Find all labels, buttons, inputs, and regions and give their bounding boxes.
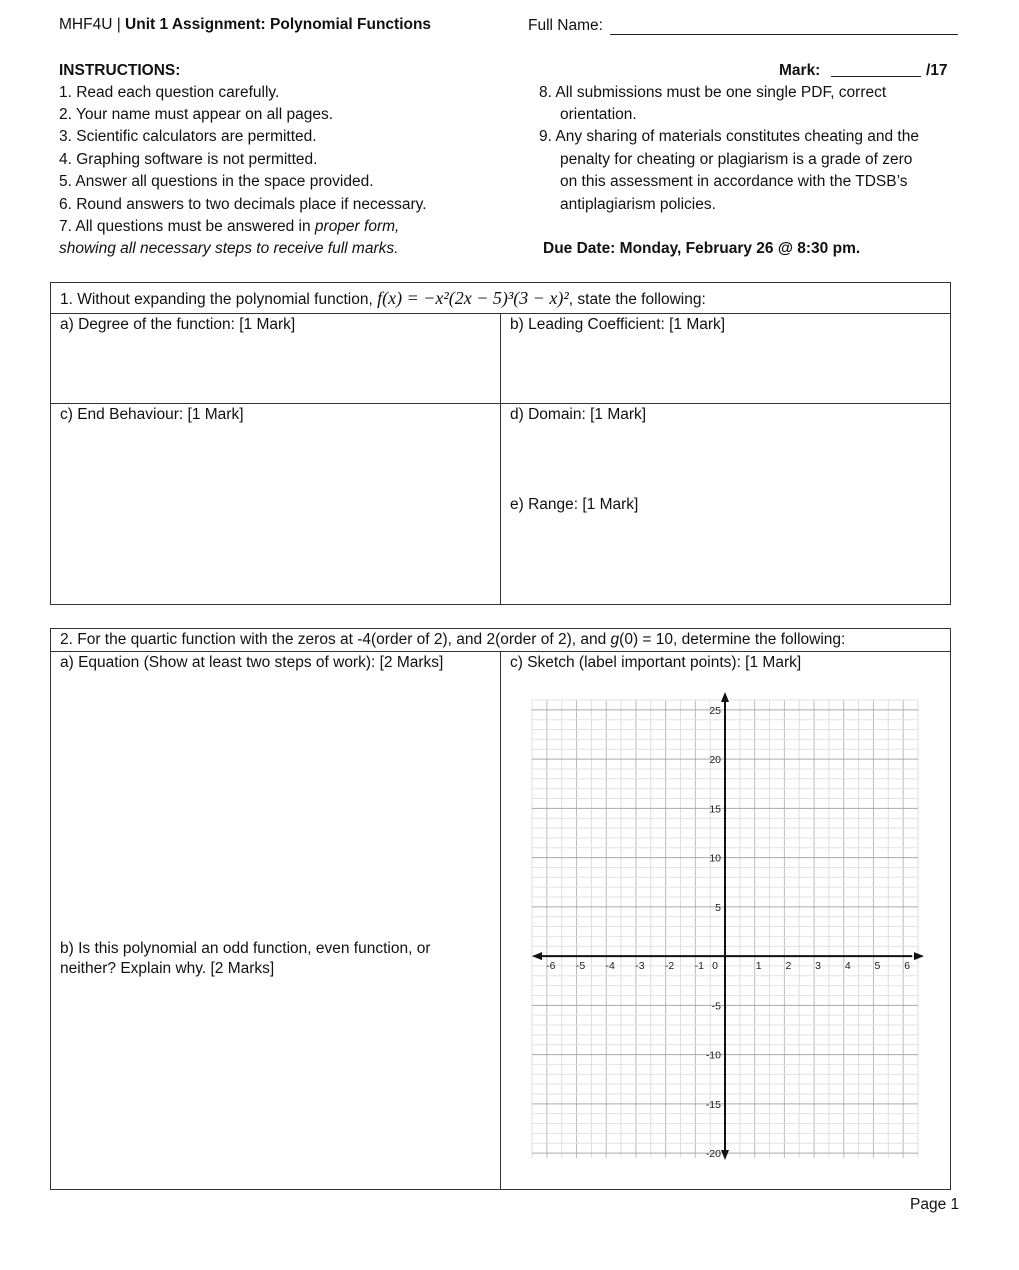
q1b-label: b) Leading Coefficient: [1 Mark]: [510, 316, 726, 333]
q2c-label: c) Sketch (label important points): [1 Mark]: [510, 654, 802, 671]
instruction-9-line4: antiplagiarism policies.: [560, 196, 716, 213]
header-separator: |: [116, 16, 121, 33]
instruction-4: 4. Graphing software is not permitted.: [59, 151, 318, 168]
question-1-table: [50, 282, 951, 605]
instruction-6: 6. Round answers to two decimals place if necessary.: [59, 196, 427, 213]
instruction-2: 2. Your name must appear on all pages.: [59, 106, 334, 123]
course-code: MHF4U: [59, 16, 113, 33]
q2ab-cell[interactable]: [51, 652, 501, 1190]
instruction-7-text: 7. All questions must be answered in: [59, 218, 315, 235]
instruction-9-line3: on this assessment in accordance with the TDSB’s: [560, 173, 908, 190]
question-1-prompt: [51, 283, 951, 314]
due-date: Due Date: Monday, February 26 @ 8:30 pm.: [543, 240, 861, 257]
q1d-label: d) Domain: [1 Mark]: [510, 406, 647, 423]
instruction-8: 8. All submissions must be one single PDF, correct: [539, 84, 887, 101]
q1e-label: e) Range: [1 Mark]: [510, 496, 639, 513]
x-tick-label: -4: [605, 960, 615, 973]
question-2-prompt: [51, 629, 951, 652]
q1a-cell[interactable]: [51, 314, 501, 404]
y-tick-label: 15: [709, 803, 721, 816]
instruction-3: 3. Scientific calculators are permitted.: [59, 128, 317, 145]
q1-formula: f(x) = −x²(2x − 5)³(3 − x)²: [377, 287, 569, 308]
y-axis-arrow-up: [721, 692, 729, 702]
x-axis-arrow-left: [532, 952, 542, 960]
q1de-cell[interactable]: [501, 404, 951, 605]
y-tick-label: -15: [705, 1098, 721, 1111]
full-name-label: Full Name:: [528, 17, 603, 34]
instruction-7: [59, 218, 399, 236]
y-tick-label: 25: [709, 704, 721, 717]
q1c-cell[interactable]: [51, 404, 501, 605]
x-tick-label: -6: [546, 960, 556, 973]
instruction-7-line2: showing all necessary steps to receive full marks.: [59, 240, 399, 257]
q2-prompt-start: 2. For the quartic function with the zeros at -4(order of 2), and 2(order of 2), and: [60, 631, 611, 648]
q1c-label: c) End Behaviour: [1 Mark]: [60, 406, 244, 423]
mark-label: Mark:: [779, 62, 821, 79]
x-tick-label: -3: [635, 960, 645, 973]
y-axis-arrow-down: [721, 1150, 729, 1160]
x-tick-label: 5: [874, 960, 881, 973]
mark-total: /17: [926, 62, 948, 79]
instruction-1: 1. Read each question carefully.: [59, 84, 280, 101]
x-tick-label: -2: [664, 960, 675, 973]
y-tick-label: 10: [709, 852, 721, 865]
coordinate-grid[interactable]: [528, 688, 928, 1168]
q2-prompt-end: (0) = 10, determine the following:: [619, 631, 846, 648]
header-course: [59, 16, 431, 34]
y-tick-label: 5: [715, 901, 721, 914]
page-number: Page 1: [910, 1196, 960, 1213]
q1-prompt-end: , state the following:: [568, 290, 706, 308]
assignment-title: Unit 1 Assignment: Polynomial Functions: [125, 16, 432, 33]
y-tick-label: -5: [711, 1000, 721, 1013]
q2a-label: a) Equation (Show at least two steps of work): [2 Marks]: [60, 654, 444, 671]
q1b-cell[interactable]: [501, 314, 951, 404]
x-tick-label: 3: [815, 960, 821, 973]
x-tick-label: 4: [844, 960, 851, 973]
mark-line[interactable]: [831, 76, 921, 77]
q1a-label: a) Degree of the function: [1 Mark]: [60, 316, 296, 333]
x-tick-label: -5: [575, 960, 586, 973]
x-tick-label: 1: [755, 960, 762, 973]
x-tick-label: -1: [694, 960, 704, 973]
q1-prompt-start: 1. Without expanding the polynomial function,: [60, 290, 378, 308]
q2b-label: b) Is this polynomial an odd function, even function, or: [60, 940, 431, 957]
instructions-heading: INSTRUCTIONS:: [59, 62, 181, 79]
instruction-9-line2: penalty for cheating or plagiarism is a grade of zero: [560, 151, 913, 168]
instruction-9: 9. Any sharing of materials constitutes cheating and the: [539, 128, 919, 145]
instruction-5: 5. Answer all questions in the space provided.: [59, 173, 374, 190]
instruction-7-emphasis: proper form,: [314, 218, 400, 235]
y-tick-label: -10: [705, 1049, 721, 1062]
x-axis-arrow-right: [914, 952, 924, 960]
q2-g-symbol: g: [610, 631, 620, 648]
x-tick-label: 0: [712, 960, 718, 973]
y-tick-label: -20: [705, 1148, 721, 1161]
x-tick-label: 2: [785, 960, 792, 973]
q2b-label-line2: neither? Explain why. [2 Marks]: [60, 960, 275, 977]
instruction-8-line2: orientation.: [560, 106, 637, 123]
y-tick-label: 20: [709, 754, 721, 767]
x-tick-label: 6: [904, 960, 911, 973]
full-name-line[interactable]: [610, 34, 958, 35]
